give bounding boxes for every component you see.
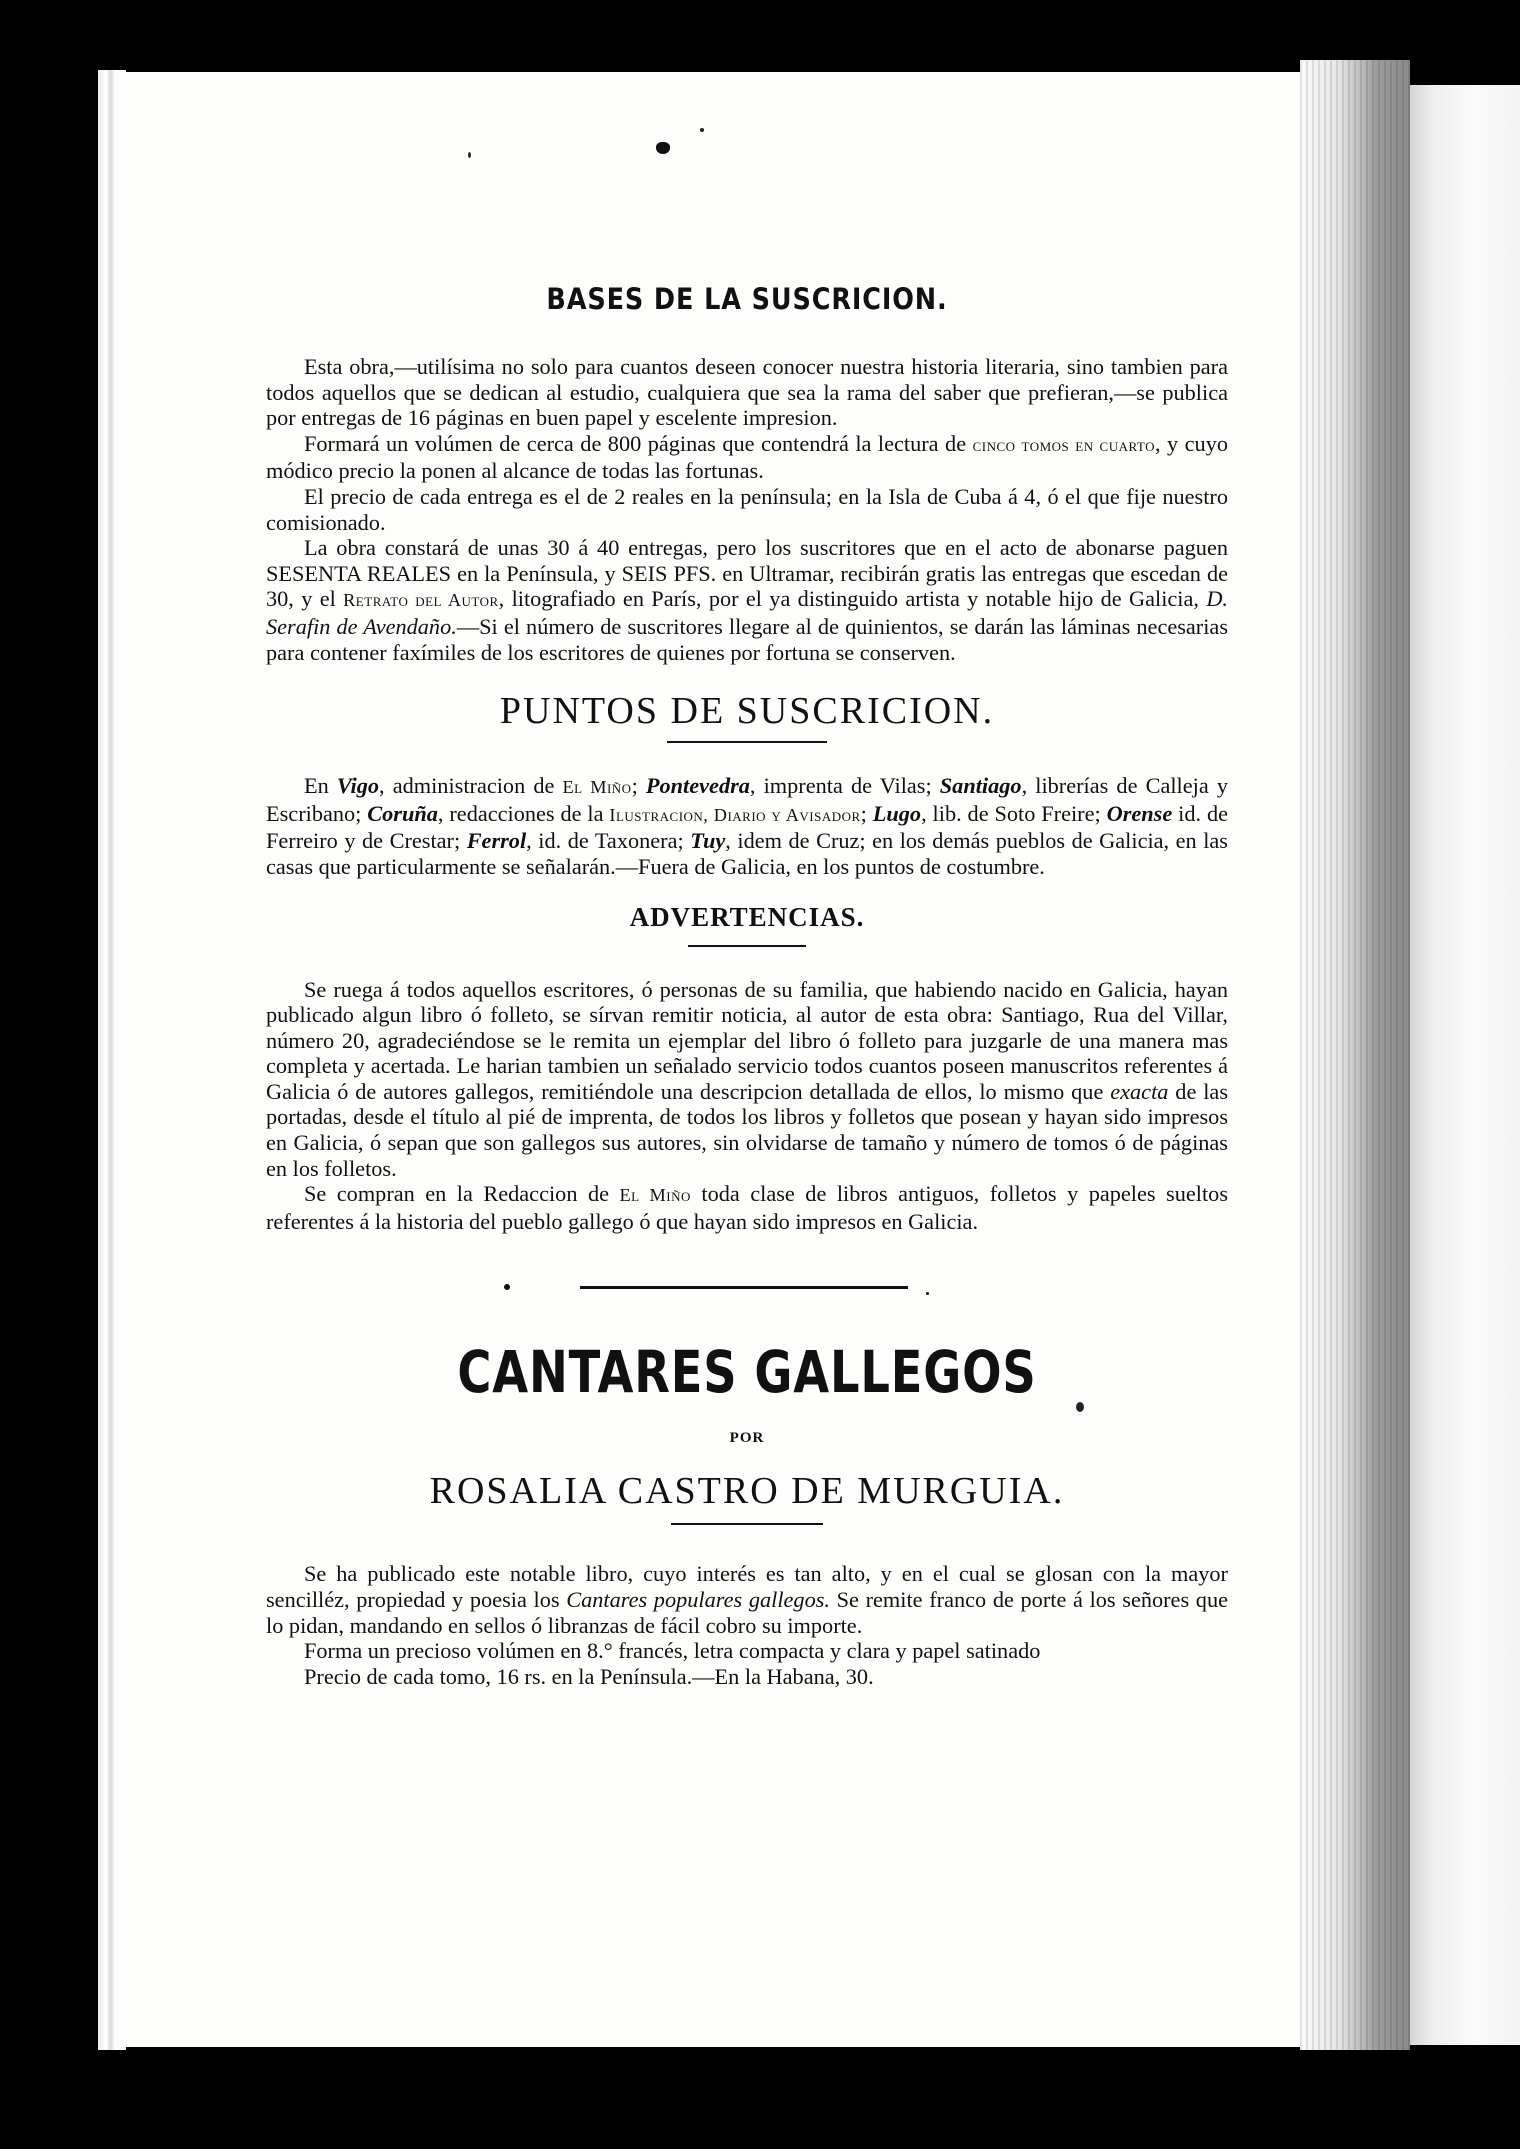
text-run: , lib. de Soto Freire; <box>921 800 1107 826</box>
text-run: ; <box>631 773 646 799</box>
small-caps-run: El Miño <box>562 777 632 798</box>
advertencias-title: ADVERTENCIAS. <box>629 901 865 932</box>
bases-paragraph-1: Esta obra,—utilísima no solo para cuantos deseen conocer nuestra historia literaria, sino tambien para todos aquellos que se dedican al estudio, cualquiera que sea la rama del saber que prefieran,—se publica por entregas de 16 páginas en buen papel y escelente impresion. <box>266 354 1228 431</box>
small-caps-run: Ilustracion, Diario y Avisador <box>609 804 861 825</box>
divider-dot <box>504 1284 510 1290</box>
italic-run: D. Serafin de Avendaño. <box>266 586 1228 639</box>
text-run: , imprenta de Vilas; <box>749 773 940 799</box>
puntos-title: PUNTOS DE SUSCRICION. <box>499 690 995 733</box>
place-name: Ferrol <box>466 828 527 854</box>
ink-speck <box>700 128 704 132</box>
cantares-paragraph-1 <box>266 1561 1228 1638</box>
cantares-paragraph-3: Precio de cada tomo, 16 rs. en la Península.—En la Habana, 30. <box>304 1663 874 1689</box>
place-name: Pontevedra <box>645 773 750 799</box>
divider-dot <box>926 1292 929 1295</box>
text-run: Se compran en la Redaccion de <box>304 1181 620 1207</box>
text-run: La obra constará de unas 30 á 40 entregas, pero los suscritores que en el acto de abonarse paguen SESENTA REALES en la Península, y SEIS PFS. en Ultramar, recibirán gratis las entregas que escedan de 30, y el <box>266 535 1228 612</box>
place-name: Orense <box>1106 800 1173 826</box>
place-name: Lugo <box>872 800 922 826</box>
place-name: Vigo <box>336 773 380 799</box>
text-run: ; <box>860 800 873 826</box>
small-caps-run: cinco tomos en cuarto <box>972 434 1155 455</box>
divider-line <box>580 1286 908 1289</box>
puntos-paragraph <box>266 773 1228 879</box>
ornamental-divider <box>266 1270 1228 1320</box>
small-caps-run: El Miño <box>619 1185 691 1206</box>
section-rule <box>688 945 806 947</box>
advertencias-paragraph-1 <box>266 977 1228 1182</box>
italic-run: Cantares populares gallegos. <box>566 1587 830 1613</box>
bases-paragraph-2 <box>266 431 1228 484</box>
small-caps-run: Retrato del Autor <box>343 590 499 611</box>
author-name: ROSALIA CASTRO DE MURGUIA. <box>429 1470 1065 1513</box>
por-label: POR <box>729 1430 765 1447</box>
place-name: Coruña <box>367 800 438 826</box>
bases-title: BASES DE LA SUSCRICION. <box>546 282 948 316</box>
main-content <box>266 270 1228 1689</box>
text-run: —Si el número de suscritores llegare al de quinientos, se darán las láminas necesarias para contener faxímiles de los escritores de quienes por fortuna se conserven. <box>266 613 1229 665</box>
text-run: Se ruega á todos aquellos escritores, ó personas de su familia, que habiendo nacido en Galicia, hayan publicado algun libro ó folleto, se sírvan remitir noticia, al autor de esta obra: Santiago, Rua del Villar, número 20, agradeciéndose se le remita un ejemplar del libro ó folleto para juzgarle de una manera mas completa y acertada. Le harian tambien un señalado servicio todos cuantos poseen manuscritos referentes á Galicia ó de autores gallegos, remitiéndole una descripcion detallada de ellos, lo mismo que <box>266 976 1228 1104</box>
text-run: , administracion de <box>379 773 563 799</box>
text-run: , litografiado en París, por el ya distinguido artista y notable hijo de Galicia, <box>498 586 1207 612</box>
text-run: Formará un volúmen de cerca de 800 páginas que contendrá la lectura de <box>304 430 973 456</box>
text-run: id. de Ferreiro y de Crestar; <box>266 800 1228 854</box>
adjacent-page-edge <box>1405 85 1520 2045</box>
text-run: toda clase de libros antiguos, folletos y papeles sueltos referentes á la historia del pueblo gallego ó que hayan sido impresos en Galicia. <box>266 1181 1228 1234</box>
text-run: , id. de Taxonera; <box>526 828 691 854</box>
text-run: , y cuyo módico precio la ponen al alcance de todas las fortunas. <box>266 430 1228 484</box>
advertencias-paragraph-2 <box>266 1181 1228 1234</box>
bases-paragraph-3: El precio de cada entrega es el de 2 reales en la península; en la Isla de Cuba á 4, ó el que fije nuestro comisionado. <box>266 483 1228 535</box>
cantares-paragraph-2: Forma un precioso volúmen en 8.° francés, letra compacta y clara y papel satinado <box>304 1638 1041 1664</box>
bases-paragraph-4 <box>266 535 1228 665</box>
text-run: Se remite franco de porte á los señores que lo pidan, mandando en sellos ó libranzas de fácil cobro su importe. <box>266 1587 1228 1638</box>
page-gutter-shadow <box>1300 60 1410 2050</box>
text-run: Se ha publicado este notable libro, cuyo interés es tan alto, y en el cual se glosan con la mayor sencilléz, propiedad y poesia los <box>266 1561 1228 1613</box>
text-run: , idem de Cruz; en los demás pueblos de Galicia, en las casas que particularmente se señalarán.—Fuera de Galicia, en los puntos de costumbre. <box>266 828 1228 879</box>
binding-mark <box>656 142 670 154</box>
text-run: , librerías de Calleja y Escribano; <box>266 773 1229 826</box>
place-name: Santiago <box>939 773 1022 799</box>
ink-speck <box>468 152 471 158</box>
text-run: de las portadas, desde el título al pié de imprenta, de todos los libros y folletos que posean y hayan sido impresos en Galicia, ó sepan que son gallegos sus autores, sin olvidarse de tamaño y número de tomos ó de páginas en los folletos. <box>266 1078 1228 1181</box>
section-rule <box>671 1523 823 1525</box>
cantares-title: CANTARES GALLEGOS <box>457 1338 1037 1407</box>
place-name: Tuy <box>690 828 726 854</box>
italic-run: exacta <box>1110 1078 1169 1104</box>
text-run: En <box>304 773 337 799</box>
text-run: , redacciones de la <box>437 800 610 826</box>
section-rule <box>667 741 827 743</box>
